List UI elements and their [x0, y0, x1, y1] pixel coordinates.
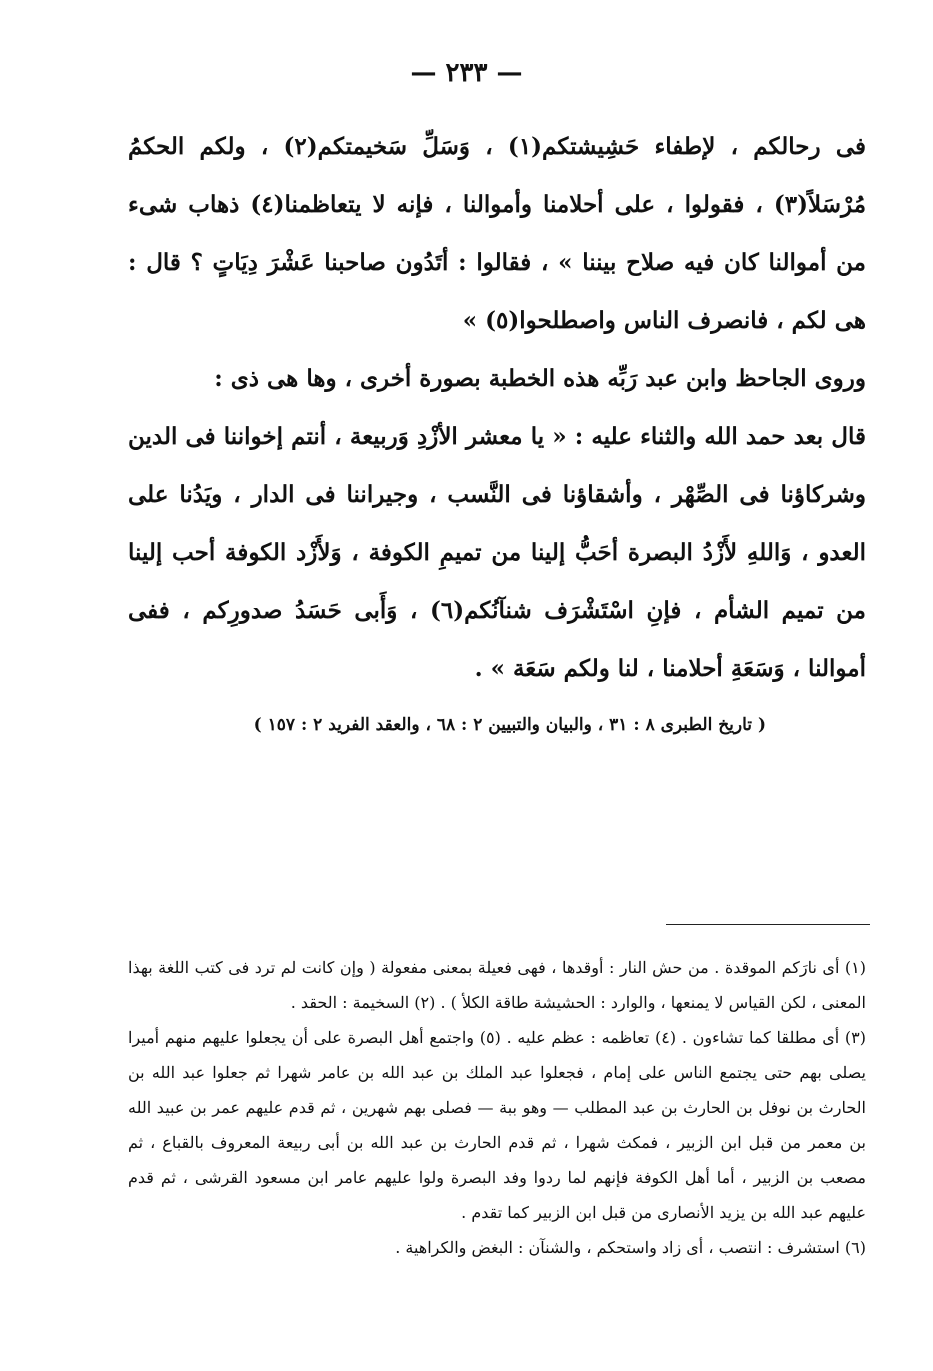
footnotes [128, 950, 866, 1265]
footnote-1: (١) أى نارَكم الموقدة . من حش النار : أوقدها ، فهى فعيلة بمعنى مفعولة ( وإن كانت لم ترد فى كتب اللغة بهذا المعنى ، لكن القياس لا يمنعها ، والوارد : الحشيشة طاقة الكلأ ) . [128, 958, 866, 1012]
footnote-block-3-5 [128, 1020, 866, 1230]
paragraph-intro: وروى الجاحظ وابن عبد رَبِّه هذه الخطبة بصورة أخرى ، وها هى ذى : [214, 365, 866, 392]
footnote-block-6 [128, 1230, 866, 1265]
paragraph-speech-alt: قال بعد حمد الله والثناء عليه : « يا معشر الأزْدِ وَربيعة ، أنتم إخواننا فى الدين وشركاؤنا فى الصِّهْر ، وأشقاؤنا فى النَّسب ، وجيراننا فى الدار ، ويَدُنا على العدو ، وَاللهِ لأَزْدُ البصرة أحَبُّ إلينا من تميمِ الكوفة ، وَلأَزْد الكوفة أحب إلينا من تميم الشأم ، فإنِ اسْتَشْرَف شنآنُكم(٦) ، وَأَبى حَسَدُ صدورِكم ، ففى أموالنا ، وَسَعَةِ أحلامنا ، لنا ولكم سَعَة » . [128, 423, 867, 682]
footnote-6: (٦) استشرف : انتصب ، أى زاد واستحكم ، والشنآن : البغض والكراهية . [395, 1238, 866, 1257]
footnote-block-1-2 [128, 950, 866, 1020]
footnote-3: (٣) أى مطلقا كما تشاءون . [681, 1028, 866, 1047]
page-number: — ٢٣٣ — [410, 58, 523, 88]
footnote-5: (٥) واجتمع أهل البصرة على أن يجعلوا عليهم منهم أميرا يصلى بهم حتى يجتمع الناس على إمام ، فجعلوا عبد الملك بن عبد الله بن عامر شهرا ثم جعلوا عبد الله بن الحارث بن نوفل بن الحارث بن عبد المطلب — وهو ببة — فصلى بهم شهرين ، ثم قدم عليهم عمر بن عبيد الله بن معمر من قبل ابن الزبير ، فمكث شهرا ، ثم قدم الحارث بن عبد الله بن أبى ربيعة المعروف بالقباع ، ثم مصعب بن الزبير ، أما أهل الكوفة فإنهم لما ردوا وفد البصرة ولوا عليهم عامر ابن مسعود القرشى ، ثم قدم عليهم عبد الله بن يزيد الأنصارى من قبل ابن الزبير كما تقدم . [128, 1028, 867, 1222]
footnote-2: (٢) السخيمة : الحقد . [290, 993, 436, 1012]
source-citation: ( تاريخ الطبرى ٨ : ٣١ ، والبيان والتبيين ٢ : ٦٨ ، والعقد الفريد ٢ : ١٥٧ ) [253, 715, 766, 735]
paragraph-speech-ending: فى رحالكم ، لإطفاء حَشِيشتكم(١) ، وَسَلِّ سَخيمتكم(٢) ، ولكم الحكمُ مُرْسَلاً(٣) ، فقولوا ، على أحلامنا وأموالنا ، فإنه لا يتعاظمنا(٤) ذهاب شىء من أموالنا كان فيه صلاح بيننا » ، فقالوا : أتَدُون صاحبنا عَشْرَ دِيَاتٍ ؟ قال : هى لكم ، فانصرف الناس واصطلحوا(٥) » [128, 133, 867, 334]
main-text [128, 118, 866, 740]
footnote-4: (٤) تعاظمه : عظم عليه . [506, 1028, 677, 1047]
footnote-divider [666, 924, 870, 925]
